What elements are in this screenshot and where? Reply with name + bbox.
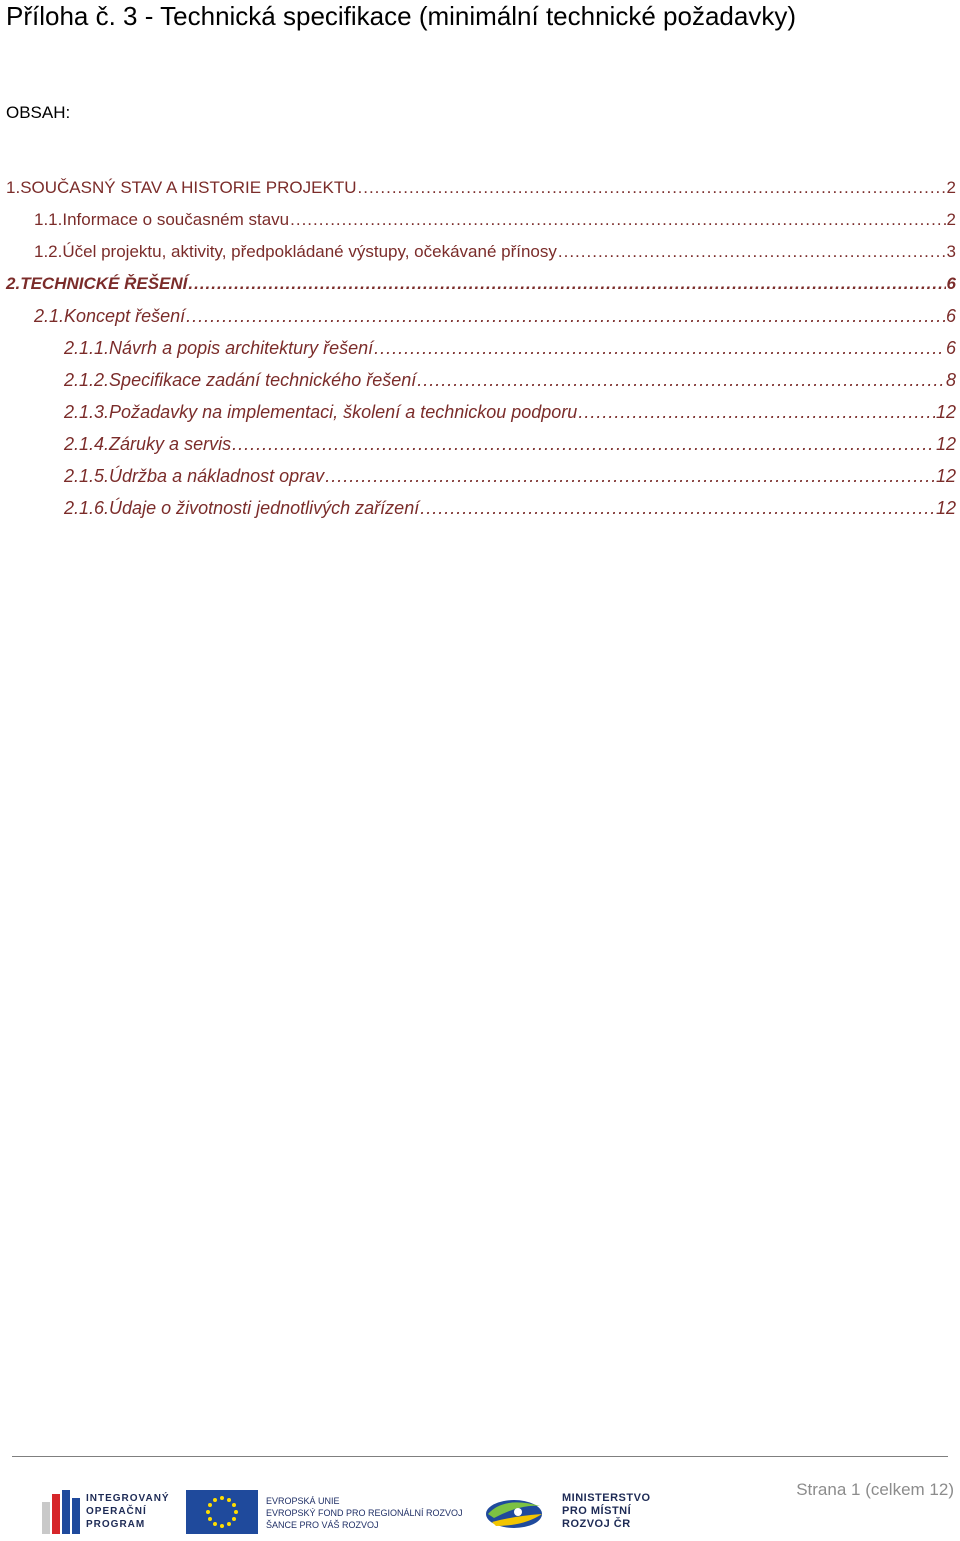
toc-entry[interactable] [6,176,956,200]
iop-logo-line: PROGRAM [86,1519,146,1530]
toc-leader-dots [186,304,945,328]
toc-entry-number: 2.1.3. [64,402,110,422]
mmr-logo [484,1490,674,1534]
toc-entry[interactable] [64,496,956,520]
toc-entry-page: 12 [935,402,956,422]
toc-leader-dots [558,240,946,264]
toc-entry-page: 8 [945,370,956,390]
toc-leader-dots [290,208,945,232]
toc-leader-dots [374,336,945,360]
toc-entry-text: Informace o současném stavu [62,210,290,229]
toc-entry-page: 6 [945,306,956,326]
toc-entry-text: Návrh a popis architektury řešení [109,338,374,358]
mmr-emblem-icon [484,1492,550,1532]
toc-leader-dots [325,464,935,488]
toc-entry-text: Záruky a servis [109,434,232,454]
footer-divider [12,1456,948,1457]
contents-heading: OBSAH: [6,103,71,122]
toc-entry[interactable] [64,336,956,360]
toc-leader-dots [358,176,946,200]
toc-entry[interactable] [34,208,956,232]
toc-entry-text: Účel projektu, aktivity, předpokládané výstupy, očekávané přínosy [62,242,557,261]
toc-entry[interactable] [6,272,956,296]
toc-entry-number: 2.1.5. [64,466,110,486]
iop-logo [42,1488,182,1536]
footer-logos [0,1480,780,1540]
eu-flag-icon [186,1490,258,1534]
toc-entry-text: Údaje o životnosti jednotlivých zařízení [109,498,420,518]
iop-logo-line: OPERAČNÍ [86,1506,147,1517]
toc-entry[interactable] [64,400,956,424]
toc-entry-number: 2.1. [34,306,65,326]
eu-logo-line: EVROPSKÁ UNIE [266,1496,340,1506]
toc-entry[interactable] [64,432,956,456]
toc-leader-dots [188,272,945,296]
toc-entry-number: 2. [6,274,21,293]
toc-entry-number: 1.2. [34,242,63,261]
mmr-logo-line: PRO MÍSTNÍ [562,1505,632,1517]
toc-entry-text: Údržba a nákladnost oprav [109,466,325,486]
toc-entry-number: 1.1. [34,210,63,229]
page-number: Strana 1 (celkem 12) [796,1480,954,1499]
toc-entry-number: 2.1.4. [64,434,110,454]
eu-logo-line: EVROPSKÝ FOND PRO REGIONÁLNÍ ROZVOJ [266,1508,463,1518]
document-title: Příloha č. 3 - Technická specifikace (minimální technické požadavky) [6,1,796,31]
iop-emblem-icon [42,1490,82,1534]
toc-leader-dots [578,400,935,424]
toc-entry[interactable] [64,368,956,392]
toc-entry-number: 1. [6,178,21,197]
toc-entry-page: 2 [946,178,956,197]
toc-leader-dots [417,368,945,392]
toc-entry[interactable] [34,304,956,328]
eu-logo-line: ŠANCE PRO VÁŠ ROZVOJ [266,1520,379,1530]
iop-logo-line: INTEGROVANÝ [86,1493,170,1504]
toc-entry-number: 2.1.6. [64,498,110,518]
toc-entry[interactable] [34,240,956,264]
eu-logo [186,1488,476,1536]
toc-entry[interactable] [64,464,956,488]
toc-entry-page: 6 [946,274,956,293]
toc-entry-page: 3 [946,242,956,261]
toc-entry-page: 12 [935,466,956,486]
mmr-logo-line: MINISTERSTVO [562,1492,651,1504]
toc-entry-page: 12 [935,498,956,518]
toc-entry-text: Požadavky na implementaci, školení a technickou podporu [109,402,578,422]
mmr-logo-line: ROZVOJ ČR [562,1518,631,1530]
toc-entry-text: Specifikace zadání technického řešení [109,370,417,390]
toc-entry-number: 2.1.1. [64,338,110,358]
toc-entry-number: 2.1.2. [64,370,110,390]
toc-leader-dots [420,496,935,520]
toc-entry-page: 6 [945,338,956,358]
toc-entry-text: SOUČASNÝ STAV A HISTORIE PROJEKTU [20,178,357,197]
toc-entry-page: 2 [946,210,956,229]
toc-leader-dots [232,432,935,456]
toc-entry-text: Koncept řešení [64,306,186,326]
toc-entry-text: TECHNICKÉ ŘEŠENÍ [20,274,188,293]
toc-entry-page: 12 [935,434,956,454]
